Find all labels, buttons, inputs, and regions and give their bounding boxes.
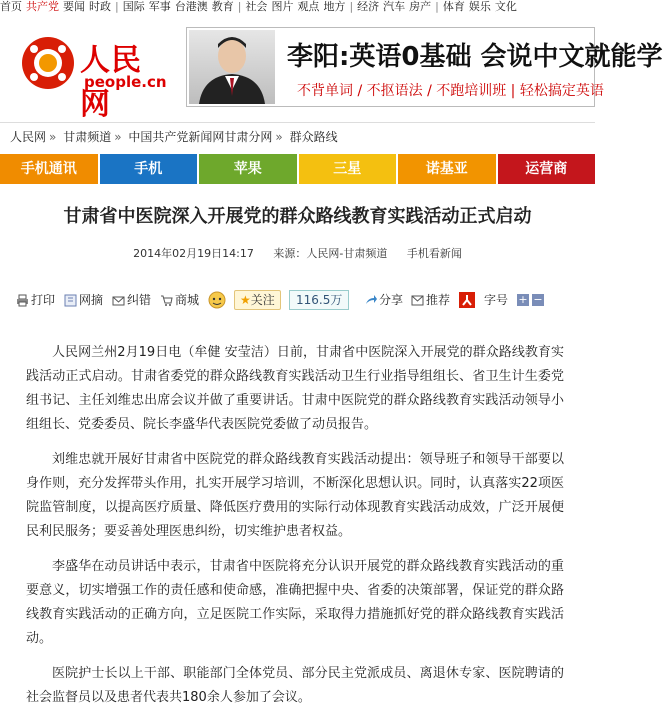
wangzhai-label: 网摘: [79, 293, 104, 307]
category-mobile[interactable]: 手机: [100, 154, 198, 184]
article-paragraph: 人民网兰州2月19日电（牟健 安莹洁）日前，甘肃省中医院深入开展党的群众路线教育实践活动正式启动。甘肃省委党的群众路线教育实践活动卫生行业指导组组长、省卫生计生委党组书记、主任刘维忠出席会议并做了重要讲话。甘肃中医院党的群众路线教育实践活动领导小组组长、党委委员、院长李盛华代表医院党委做了动员报告。: [26, 345, 564, 432]
star-icon: ★: [240, 293, 251, 307]
print-label: 打印: [31, 293, 56, 307]
nav-item[interactable]: 国际: [122, 0, 145, 13]
font-size-controls: [514, 289, 544, 311]
print-icon: [16, 294, 29, 307]
font-size-text: 字号: [484, 293, 509, 307]
article-date: 2014年02月19日14:17: [133, 247, 254, 260]
ad-banner[interactable]: [186, 27, 663, 107]
nav-item[interactable]: 体育: [442, 0, 465, 13]
people-logo-icon: [20, 35, 76, 91]
shangcheng-button[interactable]: [160, 289, 199, 311]
nav-item[interactable]: 图片: [271, 0, 294, 13]
people-small-icon[interactable]: [459, 289, 477, 311]
nav-item[interactable]: 文化: [494, 0, 517, 13]
follow-label: 关注: [250, 293, 275, 307]
ad-subline: 不背单词 / 不抠语法 / 不跑培训班 | 轻松搞定英语: [297, 83, 604, 99]
nav-item[interactable]: 军事: [148, 0, 171, 13]
breadcrumb-arrow-icon: »: [275, 130, 283, 144]
share-label: 分享: [379, 293, 404, 307]
nav-item[interactable]: 首页: [0, 0, 22, 13]
article-body: [26, 341, 564, 721]
font-size-label: [484, 289, 508, 311]
recommend-button[interactable]: [411, 289, 450, 311]
nav-separator: |: [349, 0, 354, 13]
mobile-news-link[interactable]: 手机看新闻: [406, 247, 462, 260]
nav-separator: |: [115, 0, 119, 13]
share-icon: [364, 294, 377, 307]
article-paragraph: 刘维忠就开展好甘肃省中医院党的群众路线教育实践活动提出：领导班子和领导干部要以身作则，充分发挥带头作用，扎实开展学习培训，不断深化思想认识。同时，认真落实22项医院监管制度，以提高医疗质量、降低医疗费用的实际行动体现教育实践活动成效，广泛开展便民利民服务；要妥善处理医患纠纷，切实维护患者权益。: [26, 452, 564, 539]
breadcrumb-item[interactable]: 人民网: [10, 130, 47, 144]
nav-item[interactable]: 共产党: [26, 0, 59, 13]
category-bar: [0, 154, 595, 184]
recommend-label: 推荐: [426, 293, 451, 307]
print-button[interactable]: [16, 289, 55, 311]
article-paragraph: 医院护士长以上干部、职能部门全体党员、部分民主党派成员、离退休专家、医院聘请的社会监督员以及患者代表共180余人参加了会议。: [26, 666, 564, 705]
nav-item[interactable]: 汽车: [383, 0, 406, 13]
breadcrumb-arrow-icon: »: [49, 130, 57, 144]
top-nav: [0, 0, 595, 14]
shangcheng-label: 商城: [175, 293, 200, 307]
nav-item[interactable]: 社会: [245, 0, 268, 13]
article-title: 甘肃省中医院深入开展党的群众路线教育实践活动正式启动: [63, 206, 532, 227]
nav-item[interactable]: 要闻: [63, 0, 85, 13]
zoom-in-icon[interactable]: +: [518, 293, 528, 306]
people-logo[interactable]: [20, 35, 170, 122]
category-apple[interactable]: 苹果: [199, 154, 297, 184]
nav-item[interactable]: 时政: [89, 0, 111, 13]
nav-item[interactable]: 地方: [323, 0, 346, 13]
follow-count-value: 116.5万: [289, 290, 349, 310]
nav-item[interactable]: 娱乐: [468, 0, 491, 13]
category-carrier[interactable]: 运营商: [498, 154, 596, 184]
nav-separator: |: [435, 0, 439, 13]
bookmark-icon: [64, 294, 77, 307]
follow-count: [289, 289, 349, 311]
weibo-icon[interactable]: [208, 289, 228, 311]
follow-button[interactable]: [234, 289, 281, 311]
category-mobile-comm[interactable]: 手机通讯: [0, 154, 98, 184]
nav-separator: |: [237, 0, 242, 13]
nav-item[interactable]: 台港澳: [174, 0, 208, 13]
breadcrumb-item[interactable]: 甘肃频道: [63, 130, 112, 144]
nav-item[interactable]: 经济: [357, 0, 380, 13]
nav-item[interactable]: 观点: [297, 0, 320, 13]
breadcrumb-arrow-icon: »: [114, 130, 122, 144]
breadcrumb-item[interactable]: 群众路线: [289, 130, 338, 144]
wangzhai-button[interactable]: [64, 289, 103, 311]
article-meta: [0, 245, 595, 261]
cart-icon: [160, 294, 173, 307]
breadcrumb-item[interactable]: 中国共产党新闻网甘肃分网: [128, 130, 273, 144]
logo-url: people.cn: [84, 73, 167, 91]
category-nokia[interactable]: 诺基亚: [398, 154, 496, 184]
recommend-icon: [411, 294, 424, 307]
share-button[interactable]: [364, 289, 403, 311]
nav-item[interactable]: 教育: [211, 0, 234, 13]
zoom-out-icon[interactable]: −: [533, 293, 543, 306]
jiucuo-button[interactable]: [112, 289, 151, 311]
category-samsung[interactable]: 三星: [299, 154, 397, 184]
article-paragraph: 李盛华在动员讲话中表示，甘肃省中医院将充分认识开展党的群众路线教育实践活动的重要意义，切实增强工作的责任感和使命感，准确把握中央、省委的决策部署，保证党的群众路线教育实践活动的正确方向，立足医院工作实际，采取得力措施抓好党的群众路线教育实践活动。: [26, 559, 564, 646]
article-source[interactable]: 来源：人民网-甘肃频道: [273, 247, 388, 260]
ad-headline: 李阳:英语0基础 会说中文就能学: [287, 42, 663, 72]
breadcrumb: [0, 122, 595, 152]
nav-item[interactable]: 房产: [409, 0, 432, 13]
jiucuo-label: 纠错: [127, 293, 152, 307]
ad-photo: [189, 30, 275, 104]
logo-text: 人民网: [80, 43, 142, 122]
article-toolbar: [16, 289, 586, 311]
mail-icon: [112, 294, 125, 307]
